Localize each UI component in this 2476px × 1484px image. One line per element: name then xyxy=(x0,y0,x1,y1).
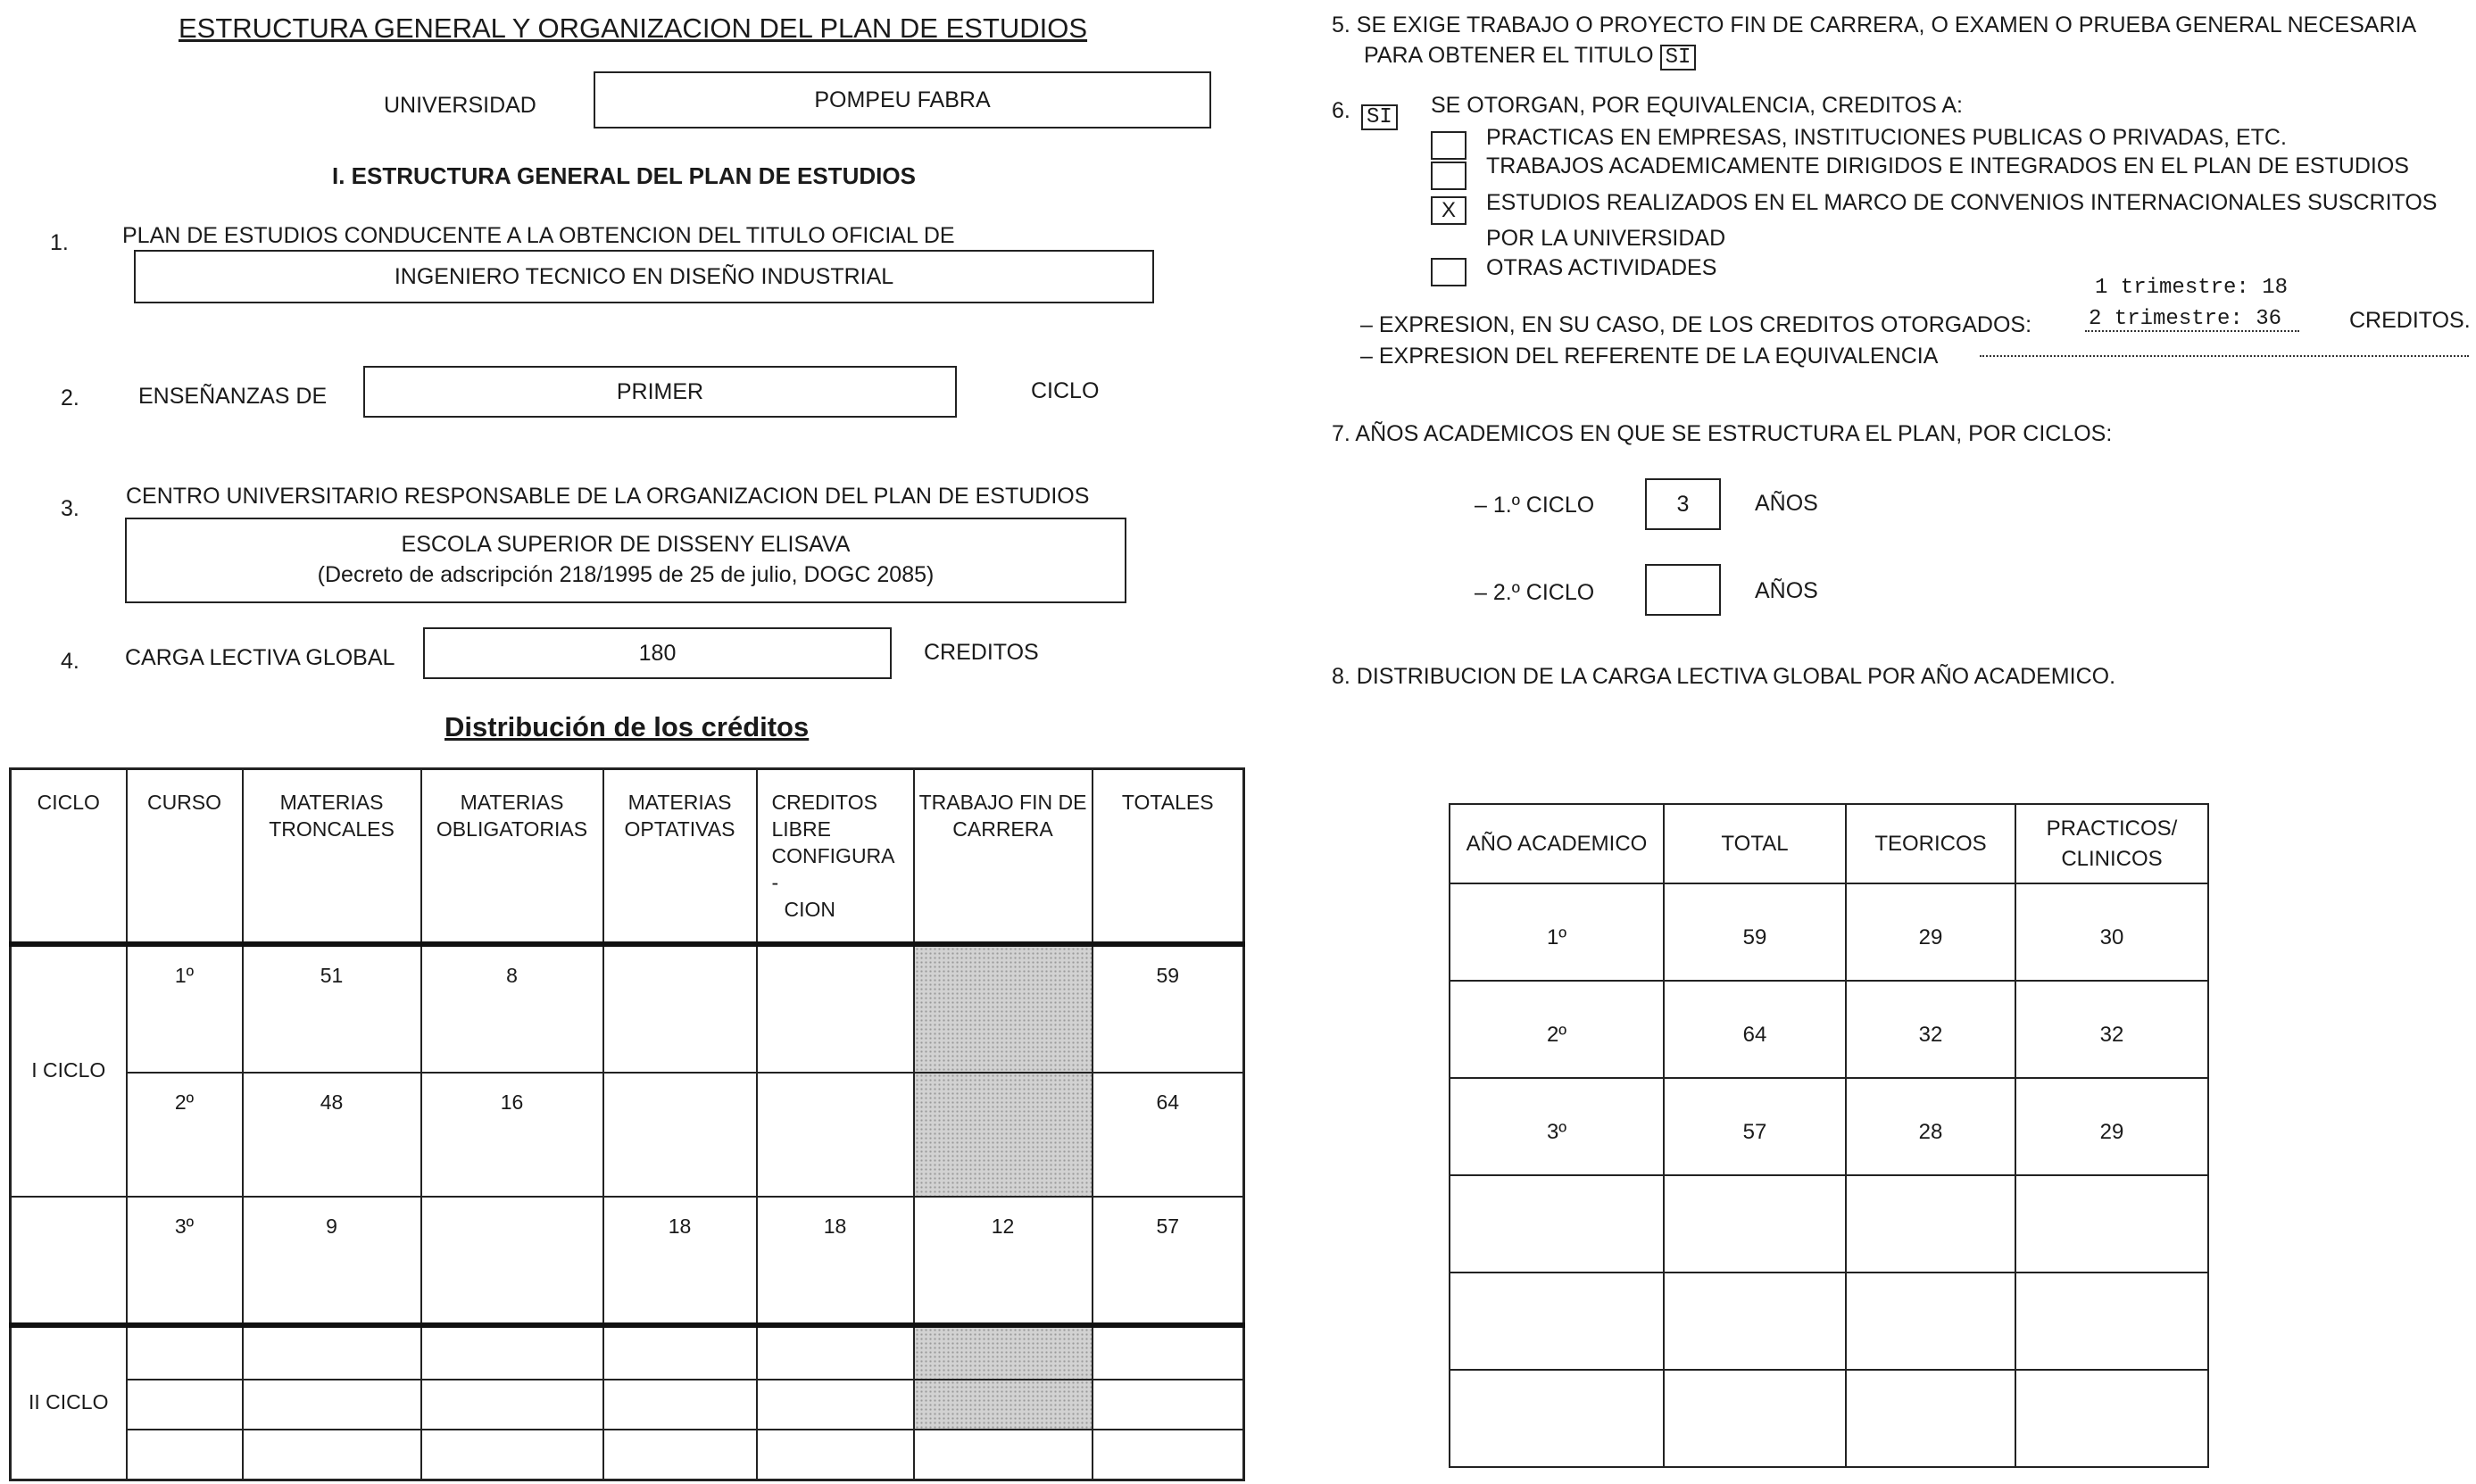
header-curso: CURSO xyxy=(127,769,243,945)
dist-header-ano: AÑO ACADEMICO xyxy=(1450,804,1664,883)
item7-label: 7. AÑOS ACADEMICOS EN QUE SE ESTRUCTURA EL PLAN, POR CICLOS: xyxy=(1332,421,2113,446)
table-row xyxy=(1450,1370,2208,1467)
dist-header-teoricos: TEORICOS xyxy=(1846,804,2015,883)
item5-label: PARA OBTENER EL TITULO xyxy=(1364,43,1654,68)
header-libre xyxy=(757,769,914,945)
centro-field xyxy=(125,518,1126,603)
cell-ciclo-empty xyxy=(11,1197,127,1325)
titulo-value: INGENIERO TECNICO EN DISEÑO INDUSTRIAL xyxy=(394,263,894,289)
section-heading: I. ESTRUCTURA GENERAL DEL PLAN DE ESTUDIOS xyxy=(332,162,916,189)
header-libre-cion: CION xyxy=(784,897,835,921)
cell-curso: 2º xyxy=(127,1073,243,1197)
document-title: ESTRUCTURA GENERAL Y ORGANIZACION DEL PLAN DE ESTUDIOS xyxy=(179,12,1088,44)
item6-number: 6. xyxy=(1332,98,1350,123)
cell-libre: 18 xyxy=(757,1197,914,1325)
cell-troncales: 9 xyxy=(243,1197,421,1325)
cell-optativas xyxy=(603,1073,757,1197)
cell-ano: 1º xyxy=(1450,883,1664,981)
cell-practicos: 30 xyxy=(2015,883,2208,981)
option-estudios-label-2: POR LA UNIVERSIDAD xyxy=(1486,226,1726,251)
table-row xyxy=(11,1197,1244,1325)
cell-empty xyxy=(2015,1175,2208,1273)
cell-libre xyxy=(757,1073,914,1197)
cell-trabajo-shaded xyxy=(914,1325,1093,1380)
cell-total: 57 xyxy=(1664,1078,1846,1175)
universidad-value: POMPEU FABRA xyxy=(814,87,991,112)
table-row xyxy=(1450,1078,2208,1175)
centro-decreto: (Decreto de adscripción 218/1995 de 25 de julio, DOGC 2085) xyxy=(317,562,935,587)
cell-totales: 59 xyxy=(1093,944,1244,1073)
cell-trabajo-shaded xyxy=(914,944,1093,1073)
option-estudios-checkbox[interactable]: X xyxy=(1431,196,1466,225)
item6-label: SE OTORGAN, POR EQUIVALENCIA, CREDITOS A: xyxy=(1431,93,1963,118)
item4-label: CARGA LECTIVA GLOBAL xyxy=(125,645,395,670)
expr2-dotted-line xyxy=(1980,355,2469,357)
option-estudios-label: ESTUDIOS REALIZADOS EN EL MARCO DE CONVENIOS INTERNACIONALES SUSCRITOS xyxy=(1486,190,2438,215)
cell-troncales: 51 xyxy=(243,944,421,1073)
cell-optativas: 18 xyxy=(603,1197,757,1325)
cell-libre xyxy=(757,944,914,1073)
cell-trabajo-shaded xyxy=(914,1380,1093,1430)
table-row xyxy=(1450,981,2208,1078)
ciclo1-anos-label: AÑOS xyxy=(1755,491,1818,516)
titulo-field xyxy=(134,250,1154,303)
option-trabajos-checkbox[interactable] xyxy=(1431,162,1466,190)
item2-suffix: CICLO xyxy=(1031,378,1100,403)
expr2-label: – EXPRESION DEL REFERENTE DE LA EQUIVALENCIA xyxy=(1360,344,1939,369)
item3-label: CENTRO UNIVERSITARIO RESPONSABLE DE LA ORGANIZACION DEL PLAN DE ESTUDIOS xyxy=(126,484,1090,509)
cell-empty xyxy=(1450,1175,1664,1273)
cell-obligatorias xyxy=(421,1197,603,1325)
distribution-table xyxy=(1449,803,2209,1468)
ciclo1-anos-value: 3 xyxy=(1676,491,1690,517)
cell-troncales: 48 xyxy=(243,1073,421,1197)
dist-header-row xyxy=(1450,804,2208,883)
trimestre-1: 1 trimestre: 18 xyxy=(2095,276,2289,300)
cell-empty xyxy=(757,1380,914,1430)
cell-totales: 57 xyxy=(1093,1197,1244,1325)
table-row xyxy=(11,944,1244,1073)
option-practicas-label: PRACTICAS EN EMPRESAS, INSTITUCIONES PUBLICAS O PRIVADAS, ETC. xyxy=(1486,125,2287,150)
cell-empty xyxy=(1093,1325,1244,1380)
cell-empty xyxy=(421,1380,603,1430)
cell-optativas xyxy=(603,944,757,1073)
dist-header-practicos-1: PRACTICOS/ xyxy=(2046,816,2178,841)
cell-teoricos: 32 xyxy=(1846,981,2015,1078)
item5-line2 xyxy=(1364,43,1696,70)
cell-empty xyxy=(914,1430,1093,1480)
ensenanzas-value: PRIMER xyxy=(616,378,704,404)
item3-number: 3. xyxy=(61,496,79,521)
cell-obligatorias: 8 xyxy=(421,944,603,1073)
table-row xyxy=(11,1073,1244,1197)
item5-line1: 5. SE EXIGE TRABAJO O PROYECTO FIN DE CARRERA, O EXAMEN O PRUEBA GENERAL NECESARIA xyxy=(1332,12,2417,37)
cell-empty xyxy=(2015,1370,2208,1467)
expr1-dotted-line xyxy=(2085,330,2299,332)
header-libre-dash: - xyxy=(771,870,779,894)
carga-value: 180 xyxy=(638,640,677,666)
cell-trabajo-shaded xyxy=(914,1073,1093,1197)
item2-label: ENSEÑANZAS DE xyxy=(138,384,328,409)
cell-practicos: 32 xyxy=(2015,981,2208,1078)
cell-ano: 3º xyxy=(1450,1078,1664,1175)
cell-empty xyxy=(757,1430,914,1480)
item6-value-wrap xyxy=(1361,103,1398,130)
cell-empty xyxy=(757,1325,914,1380)
option-otras-label: OTRAS ACTIVIDADES xyxy=(1486,255,1717,280)
cell-total: 59 xyxy=(1664,883,1846,981)
expr1-suffix: CREDITOS. xyxy=(2349,308,2471,333)
item4-number: 4. xyxy=(61,649,79,674)
header-trabajo: TRABAJO FIN DE CARRERA xyxy=(914,769,1093,945)
cell-empty xyxy=(127,1430,243,1480)
item6-value-box: SI xyxy=(1361,104,1398,130)
ciclo2-label: – 2.º CICLO xyxy=(1475,580,1595,605)
cell-empty xyxy=(1846,1273,2015,1370)
cell-empty xyxy=(603,1430,757,1480)
cell-empty xyxy=(1664,1175,1846,1273)
carga-field xyxy=(423,627,892,679)
table-row xyxy=(11,1430,1244,1480)
dist-header-total: TOTAL xyxy=(1664,804,1846,883)
cell-empty xyxy=(421,1325,603,1380)
distribution-title: Distribución de los créditos xyxy=(445,711,810,742)
item8-label: 8. DISTRIBUCION DE LA CARGA LECTIVA GLOBAL POR AÑO ACADEMICO. xyxy=(1332,664,2116,689)
item2-number: 2. xyxy=(61,386,79,410)
trimestre-2: 2 trimestre: 36 xyxy=(2089,307,2282,331)
universidad-field xyxy=(594,71,1211,129)
option-practicas-checkbox[interactable] xyxy=(1431,131,1466,160)
cell-empty xyxy=(243,1325,421,1380)
header-troncales: MATERIAS TRONCALES xyxy=(243,769,421,945)
ciclo-2-cell: II CICLO xyxy=(11,1325,127,1480)
cell-empty xyxy=(1450,1273,1664,1370)
ciclo2-anos-field xyxy=(1645,564,1721,616)
ciclo-1-cell: I CICLO xyxy=(11,944,127,1197)
cell-empty xyxy=(1450,1370,1664,1467)
cell-curso: 1º xyxy=(127,944,243,1073)
table-row xyxy=(11,1325,1244,1380)
header-obligatorias: MATERIAS OBLIGATORIAS xyxy=(421,769,603,945)
centro-name: ESCOLA SUPERIOR DE DISSENY ELISAVA xyxy=(401,532,851,558)
table-row xyxy=(1450,1175,2208,1273)
cell-empty xyxy=(243,1380,421,1430)
cell-empty xyxy=(2015,1273,2208,1370)
header-libre-text: CREDITOS LIBRE CONFIGURA xyxy=(771,791,895,867)
credits-header-row xyxy=(11,769,1244,945)
ciclo2-anos-label: AÑOS xyxy=(1755,578,1818,603)
ciclo1-label: – 1.º CICLO xyxy=(1475,493,1595,518)
header-ciclo: CICLO xyxy=(11,769,127,945)
cell-trabajo: 12 xyxy=(914,1197,1093,1325)
cell-empty xyxy=(1846,1175,2015,1273)
item1-label: PLAN DE ESTUDIOS CONDUCENTE A LA OBTENCION DEL TITULO OFICIAL DE xyxy=(122,223,955,248)
cell-empty xyxy=(1093,1430,1244,1480)
cell-empty xyxy=(243,1430,421,1480)
cell-empty xyxy=(127,1325,243,1380)
header-totales: TOTALES xyxy=(1093,769,1244,945)
cell-empty xyxy=(1664,1370,1846,1467)
header-optativas: MATERIAS OPTATIVAS xyxy=(603,769,757,945)
cell-empty xyxy=(1093,1380,1244,1430)
cell-empty xyxy=(1846,1370,2015,1467)
dist-header-practicos-2: CLINICOS xyxy=(2061,846,2163,871)
cell-ano: 2º xyxy=(1450,981,1664,1078)
ciclo1-anos-field xyxy=(1645,478,1721,530)
option-otras-checkbox[interactable] xyxy=(1431,258,1466,286)
cell-teoricos: 29 xyxy=(1846,883,2015,981)
cell-total: 64 xyxy=(1664,981,1846,1078)
cell-empty xyxy=(127,1380,243,1430)
item1-number: 1. xyxy=(50,230,69,255)
table-row xyxy=(11,1380,1244,1430)
dist-header-practicos xyxy=(2015,804,2208,883)
cell-empty xyxy=(603,1380,757,1430)
cell-practicos: 29 xyxy=(2015,1078,2208,1175)
table-row xyxy=(1450,1273,2208,1370)
cell-empty xyxy=(1664,1273,1846,1370)
cell-curso: 3º xyxy=(127,1197,243,1325)
expr1-label: – EXPRESION, EN SU CASO, DE LOS CREDITOS OTORGADOS: xyxy=(1360,312,2032,337)
option-trabajos-label: TRABAJOS ACADEMICAMENTE DIRIGIDOS E INTEGRADOS EN EL PLAN DE ESTUDIOS xyxy=(1486,153,2409,178)
item4-suffix: CREDITOS xyxy=(924,640,1039,665)
table-row xyxy=(1450,883,2208,981)
universidad-label: UNIVERSIDAD xyxy=(384,93,536,118)
cell-teoricos: 28 xyxy=(1846,1078,2015,1175)
credits-table xyxy=(9,767,1245,1481)
ensenanzas-field xyxy=(363,366,957,418)
cell-obligatorias: 16 xyxy=(421,1073,603,1197)
cell-totales: 64 xyxy=(1093,1073,1244,1197)
cell-empty xyxy=(421,1430,603,1480)
item5-value-box: SI xyxy=(1660,45,1697,70)
cell-empty xyxy=(603,1325,757,1380)
